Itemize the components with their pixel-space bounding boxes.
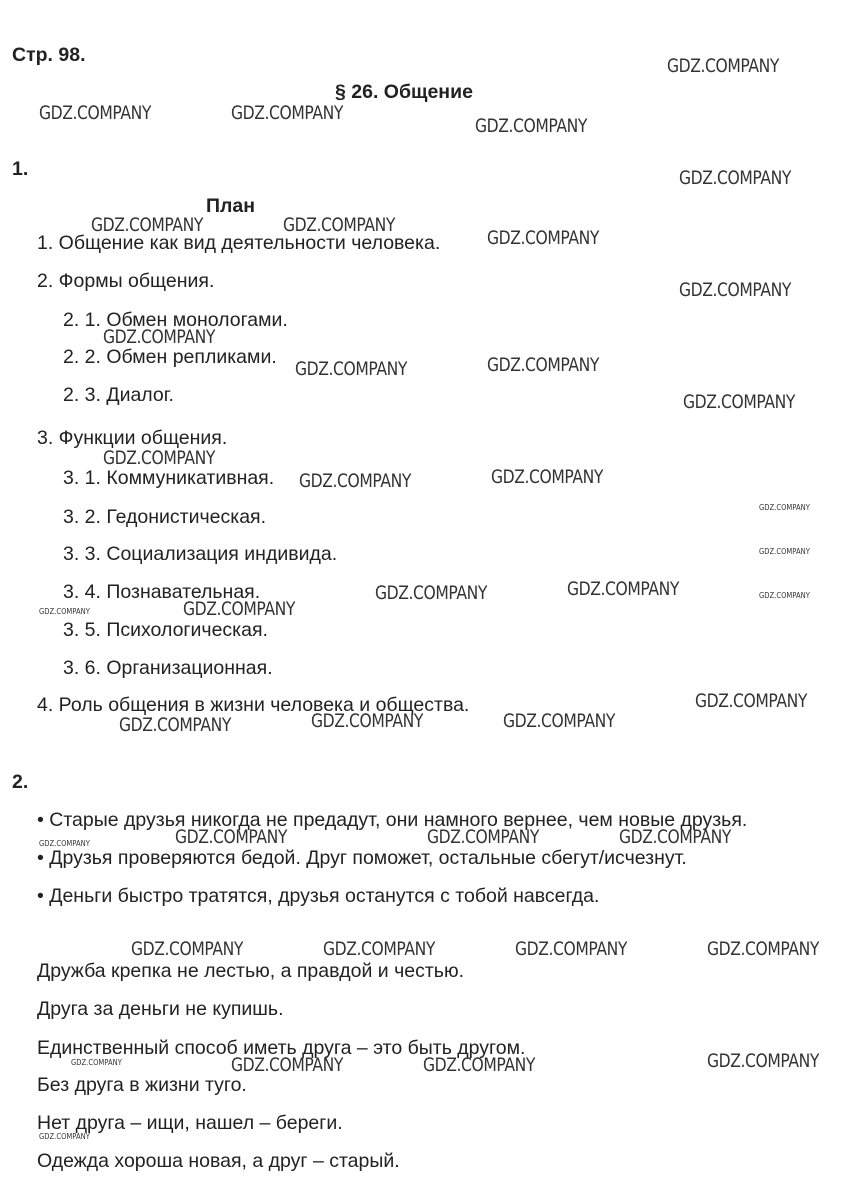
watermark: GDZ.COMPANY	[299, 470, 412, 492]
proverb: Друга за деньги не купишь.	[37, 998, 284, 1020]
watermark: GDZ.COMPANY	[759, 591, 810, 600]
plan-subitem: 2. 3. Диалог.	[63, 384, 174, 406]
plan-item: 4. Роль общения в жизни человека и общества.	[37, 694, 470, 716]
watermark: GDZ.COMPANY	[491, 466, 604, 488]
watermark: GDZ.COMPANY	[679, 279, 792, 301]
watermark: GDZ.COMPANY	[619, 826, 732, 848]
watermark: GDZ.COMPANY	[295, 358, 408, 380]
watermark: GDZ.COMPANY	[39, 1132, 90, 1141]
plan-subitem: 2. 2. Обмен репликами.	[63, 346, 277, 368]
plan-item: 2. Формы общения.	[37, 270, 215, 292]
plan-subitem: 3. 4. Познавательная.	[63, 581, 261, 603]
watermark: GDZ.COMPANY	[103, 326, 216, 348]
proverb: Нет друга – ищи, нашел – береги.	[37, 1112, 343, 1134]
watermark: GDZ.COMPANY	[679, 167, 792, 189]
watermark: GDZ.COMPANY	[323, 938, 436, 960]
watermark: GDZ.COMPANY	[515, 938, 628, 960]
proverb: Без друга в жизни туго.	[37, 1074, 247, 1096]
watermark: GDZ.COMPANY	[475, 115, 588, 137]
watermark: GDZ.COMPANY	[119, 714, 232, 736]
watermark: GDZ.COMPANY	[487, 354, 600, 376]
watermark: GDZ.COMPANY	[423, 1054, 536, 1076]
watermark: GDZ.COMPANY	[231, 1054, 344, 1076]
watermark: GDZ.COMPANY	[707, 938, 820, 960]
proverb: Дружба крепка не лестью, а правдой и честью.	[37, 960, 464, 982]
watermark: GDZ.COMPANY	[667, 55, 780, 77]
watermark: GDZ.COMPANY	[683, 391, 796, 413]
task-2-number: 2.	[12, 771, 29, 793]
section-title: § 26. Общение	[335, 81, 473, 103]
watermark: GDZ.COMPANY	[39, 839, 90, 848]
watermark: GDZ.COMPANY	[39, 102, 152, 124]
watermark: GDZ.COMPANY	[231, 102, 344, 124]
bullet-item: • Старые друзья никогда не предадут, они намного вернее, чем новые друзья.	[37, 809, 748, 831]
watermark: GDZ.COMPANY	[759, 503, 810, 512]
plan-subitem: 3. 3. Социализация индивида.	[63, 543, 338, 565]
watermark: GDZ.COMPANY	[487, 227, 600, 249]
bullet-item: • Деньги быстро тратятся, друзья останутся с тобой навсегда.	[37, 885, 600, 907]
plan-item: 3. Функции общения.	[37, 427, 228, 449]
bullet-item: • Друзья проверяются бедой. Друг поможет, остальные сбегут/исчезнут.	[37, 847, 687, 869]
watermark: GDZ.COMPANY	[71, 1058, 122, 1067]
plan-subitem: 3. 5. Психологическая.	[63, 619, 268, 641]
watermark: GDZ.COMPANY	[503, 710, 616, 732]
page-label: Стр. 98.	[12, 44, 86, 66]
watermark: GDZ.COMPANY	[707, 1050, 820, 1072]
watermark: GDZ.COMPANY	[283, 214, 396, 236]
watermark: GDZ.COMPANY	[695, 690, 808, 712]
watermark: GDZ.COMPANY	[131, 938, 244, 960]
watermark: GDZ.COMPANY	[103, 447, 216, 469]
plan-title: План	[206, 195, 256, 217]
watermark: GDZ.COMPANY	[183, 598, 296, 620]
watermark: GDZ.COMPANY	[91, 214, 204, 236]
plan-subitem: 2. 1. Обмен монологами.	[63, 309, 288, 331]
watermark: GDZ.COMPANY	[427, 826, 540, 848]
task-1-number: 1.	[12, 158, 29, 180]
proverb: Единственный способ иметь друга – это быть другом.	[37, 1037, 526, 1059]
watermark: GDZ.COMPANY	[175, 826, 288, 848]
watermark: GDZ.COMPANY	[759, 547, 810, 556]
watermark: GDZ.COMPANY	[567, 578, 680, 600]
watermark: GDZ.COMPANY	[311, 710, 424, 732]
plan-item: 1. Общение как вид деятельности человека.	[37, 232, 441, 254]
plan-subitem: 3. 6. Организационная.	[63, 657, 273, 679]
watermark: GDZ.COMPANY	[39, 607, 90, 616]
plan-subitem: 3. 1. Коммуникативная.	[63, 467, 275, 489]
plan-subitem: 3. 2. Гедонистическая.	[63, 506, 267, 528]
watermark: GDZ.COMPANY	[375, 582, 488, 604]
proverb: Одежда хороша новая, а друг – старый.	[37, 1150, 400, 1172]
